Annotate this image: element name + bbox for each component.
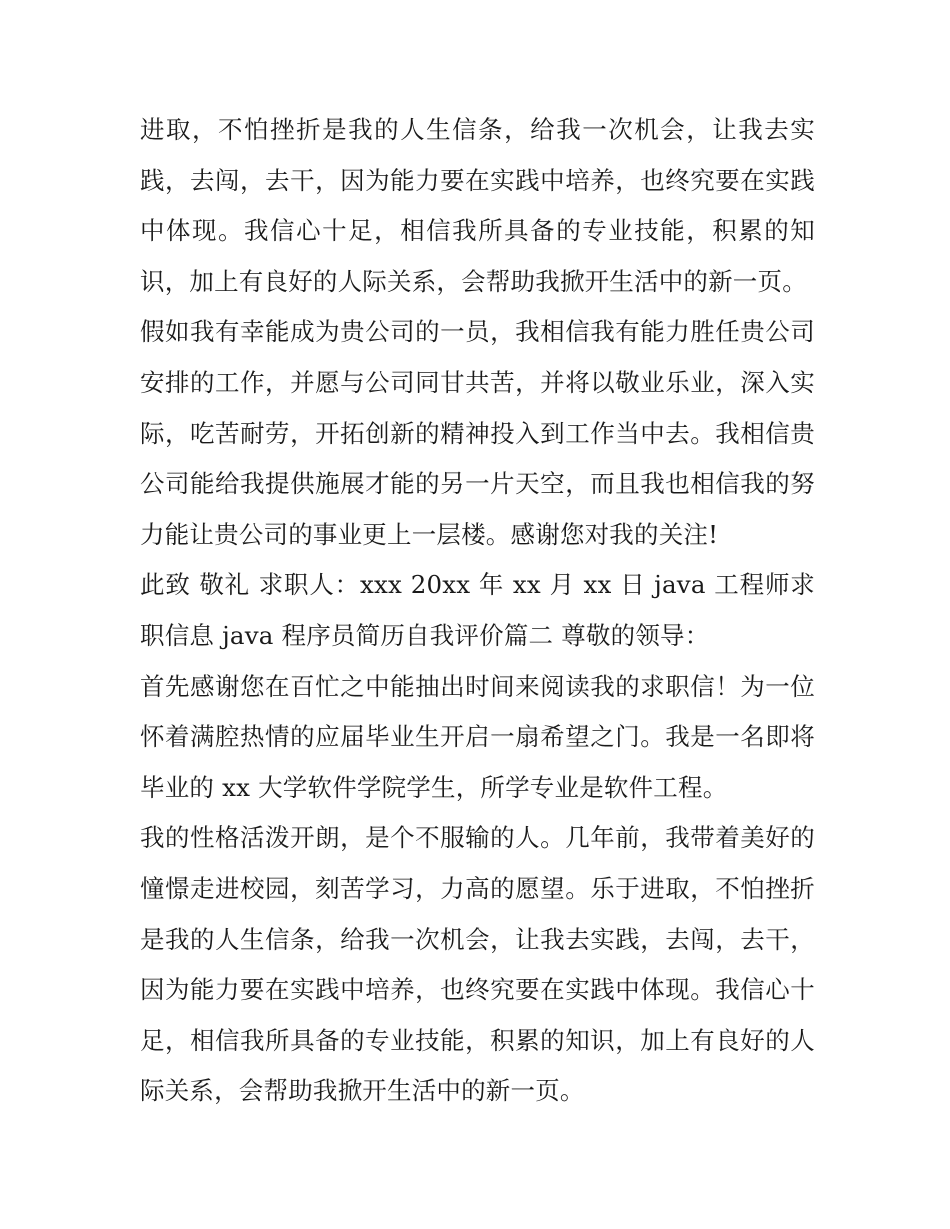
paragraph-company-commitment: 假如我有幸能成为贵公司的一员，我相信我有能力胜任贵公司安排的工作，并愿与公司同甘共苦，并将以敬业乐业，深入实际，吃苦耐劳，开拓创新的精神投入到工作当中去。我相信贵公司能给我提供施展才能的另一片天空，而且我也相信我的努力能让贵公司的事业更上一层楼。感谢您对我的关注!: [140, 317, 815, 549]
document-body: [140, 105, 815, 1117]
paragraph-closing-statement: 进取，不怕挫折是我的人生信条，给我一次机会，让我去实践，去闯，去干，因为能力要在实践中培养，也终究要在实践中体现。我信心十足，相信我所具备的专业技能，积累的知识，加上有良好的人际关系，会帮助我掀开生活中的新一页。: [140, 115, 815, 296]
paragraph-personality: 我的性格活泼开朗，是个不服输的人。几年前，我带着美好的憧憬走进校园，刻苦学习，力高的愿望。乐于进取，不怕挫折是我的人生信条，给我一次机会，让我去实践，去闯，去干，因为能力要在实践中培养，也终究要在实践中体现。我信心十足，相信我所具备的专业技能，积累的知识，加上有良好的人际关系，会帮助我掀开生活中的新一页。: [140, 823, 815, 1106]
paragraph-introduction: 首先感谢您在百忙之中能抽出时间来阅读我的求职信！为一位怀着满腔热情的应届毕业生开启一扇希望之门。我是一名即将毕业的 xx 大学软件学院学生，所学专业是软件工程。: [140, 671, 815, 802]
paragraph-salutation-signature: 此致 敬礼 求职人：xxx 20xx 年 xx 月 xx 日 java 工程师求职信息 java 程序员简历自我评价篇二 尊敬的领导：: [140, 570, 815, 650]
